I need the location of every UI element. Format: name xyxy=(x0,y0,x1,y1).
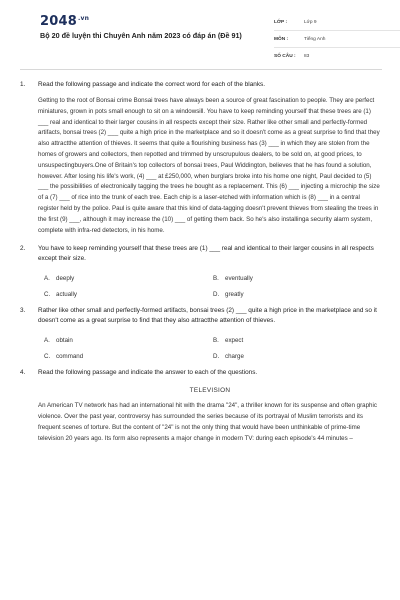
option-b[interactable] xyxy=(213,275,382,282)
option-c[interactable] xyxy=(44,291,213,298)
option-letter: D. xyxy=(213,353,220,361)
question-list xyxy=(20,80,382,453)
meta-row-question-count xyxy=(274,48,400,65)
option-a[interactable] xyxy=(44,275,213,282)
meta-value: Lớp 9 xyxy=(304,19,317,25)
question-4 xyxy=(20,368,382,444)
option-text: command xyxy=(56,353,84,361)
option-text: deeply xyxy=(56,275,75,283)
question-prompt: Rather like other small and perfectly-formed artifacts, bonsai trees (2) ___ quite a high price in the marketplace and so it doesn't come as a great surprise to find that they also attractthe attention of thieves. xyxy=(38,307,377,325)
page-header xyxy=(20,0,382,70)
meta-label: SỐ CÂU : xyxy=(274,54,296,59)
question-prompt: You have to keep reminding yourself that these trees are (1) ___ real and identical to their larger cousins in all respects except their size. xyxy=(38,245,374,263)
logo-text: 2048 xyxy=(40,14,77,29)
meta-value: 83 xyxy=(304,54,310,59)
meta-table xyxy=(274,14,400,65)
question-1 xyxy=(20,80,382,236)
question-3 xyxy=(20,306,382,360)
option-a[interactable] xyxy=(44,337,213,344)
option-letter: B. xyxy=(213,337,219,345)
meta-value: Tiếng Anh xyxy=(304,36,326,42)
option-c[interactable] xyxy=(44,353,213,360)
answer-options xyxy=(38,337,382,360)
option-d[interactable] xyxy=(213,291,382,298)
option-text: actually xyxy=(56,291,77,299)
option-letter: A. xyxy=(44,275,50,283)
option-text: eventually xyxy=(225,275,253,283)
question-prompt: Read the following passage and indicate the answer to each of the questions. xyxy=(38,369,258,377)
question-2 xyxy=(20,244,382,298)
reading-passage: An American TV network has had an international hit with the drama "24", a thriller known for its suspense and often graphic violence. Over the past year, controversy has surrounded the series because of its portrayal of Muslim terrorists and its frequent scenes of torture. But the content of "24" is not the only thing that would have been unthinkable of prime-time television 20 years ago. Its form also represents a major change in modern TV: during each episode's 44 minutes – xyxy=(38,402,377,442)
option-text: charge xyxy=(225,353,244,361)
option-letter: B. xyxy=(213,275,219,283)
logo-suffix: .vn xyxy=(77,14,90,22)
reading-passage: Getting to the root of Bonsai crime Bonsai trees have always been a source of great fascination to people. They are perfect miniatures, grown in pots small enough to sit on a windowsill. You have to keep reminding yourself that these trees are (1) ___ real and identical to their larger cousins in all respects except their size. Rather like other small and perfectly-formed artifacts, bonsai trees (2) ___ quite a high price in the marketplace and so it doesn't come as a great surprise to find that they also attractthe attention of thieves. It seems that quite a flourishing business has (3) ___ in which they are stolen from the homes of growers and collectors, then repotted and trimmed by unscrupulous dealers, to be sold on, at good prices, to unsuspectingbuyers.One of Britain's top collectors of bonsai trees, Paul Widdington, believes that he has found a solution, however. After losing his life's work, (4) ___ at £250,000, when burglars broke into his home one night, Paul decided to (5) ___ the possibilities of electronically tagging the trees he bought as a replacement. This (6) ___ injecting a microchip the size of a (7) ___ of rice into the trunk of each tree. Each chip is a laser-etched with information which is (8) ___ in a central register held by the police. Paul is quite aware that this kind of data-tagging doesn't prevent thieves from stealing the trees in the first (9) ___, although it may increase the (10) ___ of getting them back. So he's also installinga security alarm system, complete with infra-red detectors, in his home. xyxy=(38,97,380,234)
option-text: obtain xyxy=(56,337,73,345)
option-letter: C. xyxy=(44,291,51,299)
meta-row-grade xyxy=(274,14,400,31)
option-letter: C. xyxy=(44,353,51,361)
option-b[interactable] xyxy=(213,337,382,344)
option-letter: D. xyxy=(213,291,220,299)
meta-label: LỚP : xyxy=(274,19,288,25)
question-number: 1. xyxy=(20,81,26,88)
option-text: greatly xyxy=(225,291,244,299)
question-number: 3. xyxy=(20,307,26,315)
option-letter: A. xyxy=(44,337,50,345)
passage-title: TELEVISION xyxy=(189,387,231,395)
document-title: Bộ 20 đề luyện thi Chuyên Anh năm 2023 có đáp án (Đề 91) xyxy=(40,31,242,40)
meta-row-subject xyxy=(274,31,400,48)
option-text: expect xyxy=(225,337,244,345)
question-prompt: Read the following passage and indicate the correct word for each of the blanks. xyxy=(38,81,266,88)
option-d[interactable] xyxy=(213,353,382,360)
answer-options xyxy=(38,275,382,298)
question-number: 4. xyxy=(20,369,26,377)
site-logo[interactable] xyxy=(40,14,89,29)
question-number: 2. xyxy=(20,245,26,253)
meta-label: MÔN : xyxy=(274,36,289,42)
